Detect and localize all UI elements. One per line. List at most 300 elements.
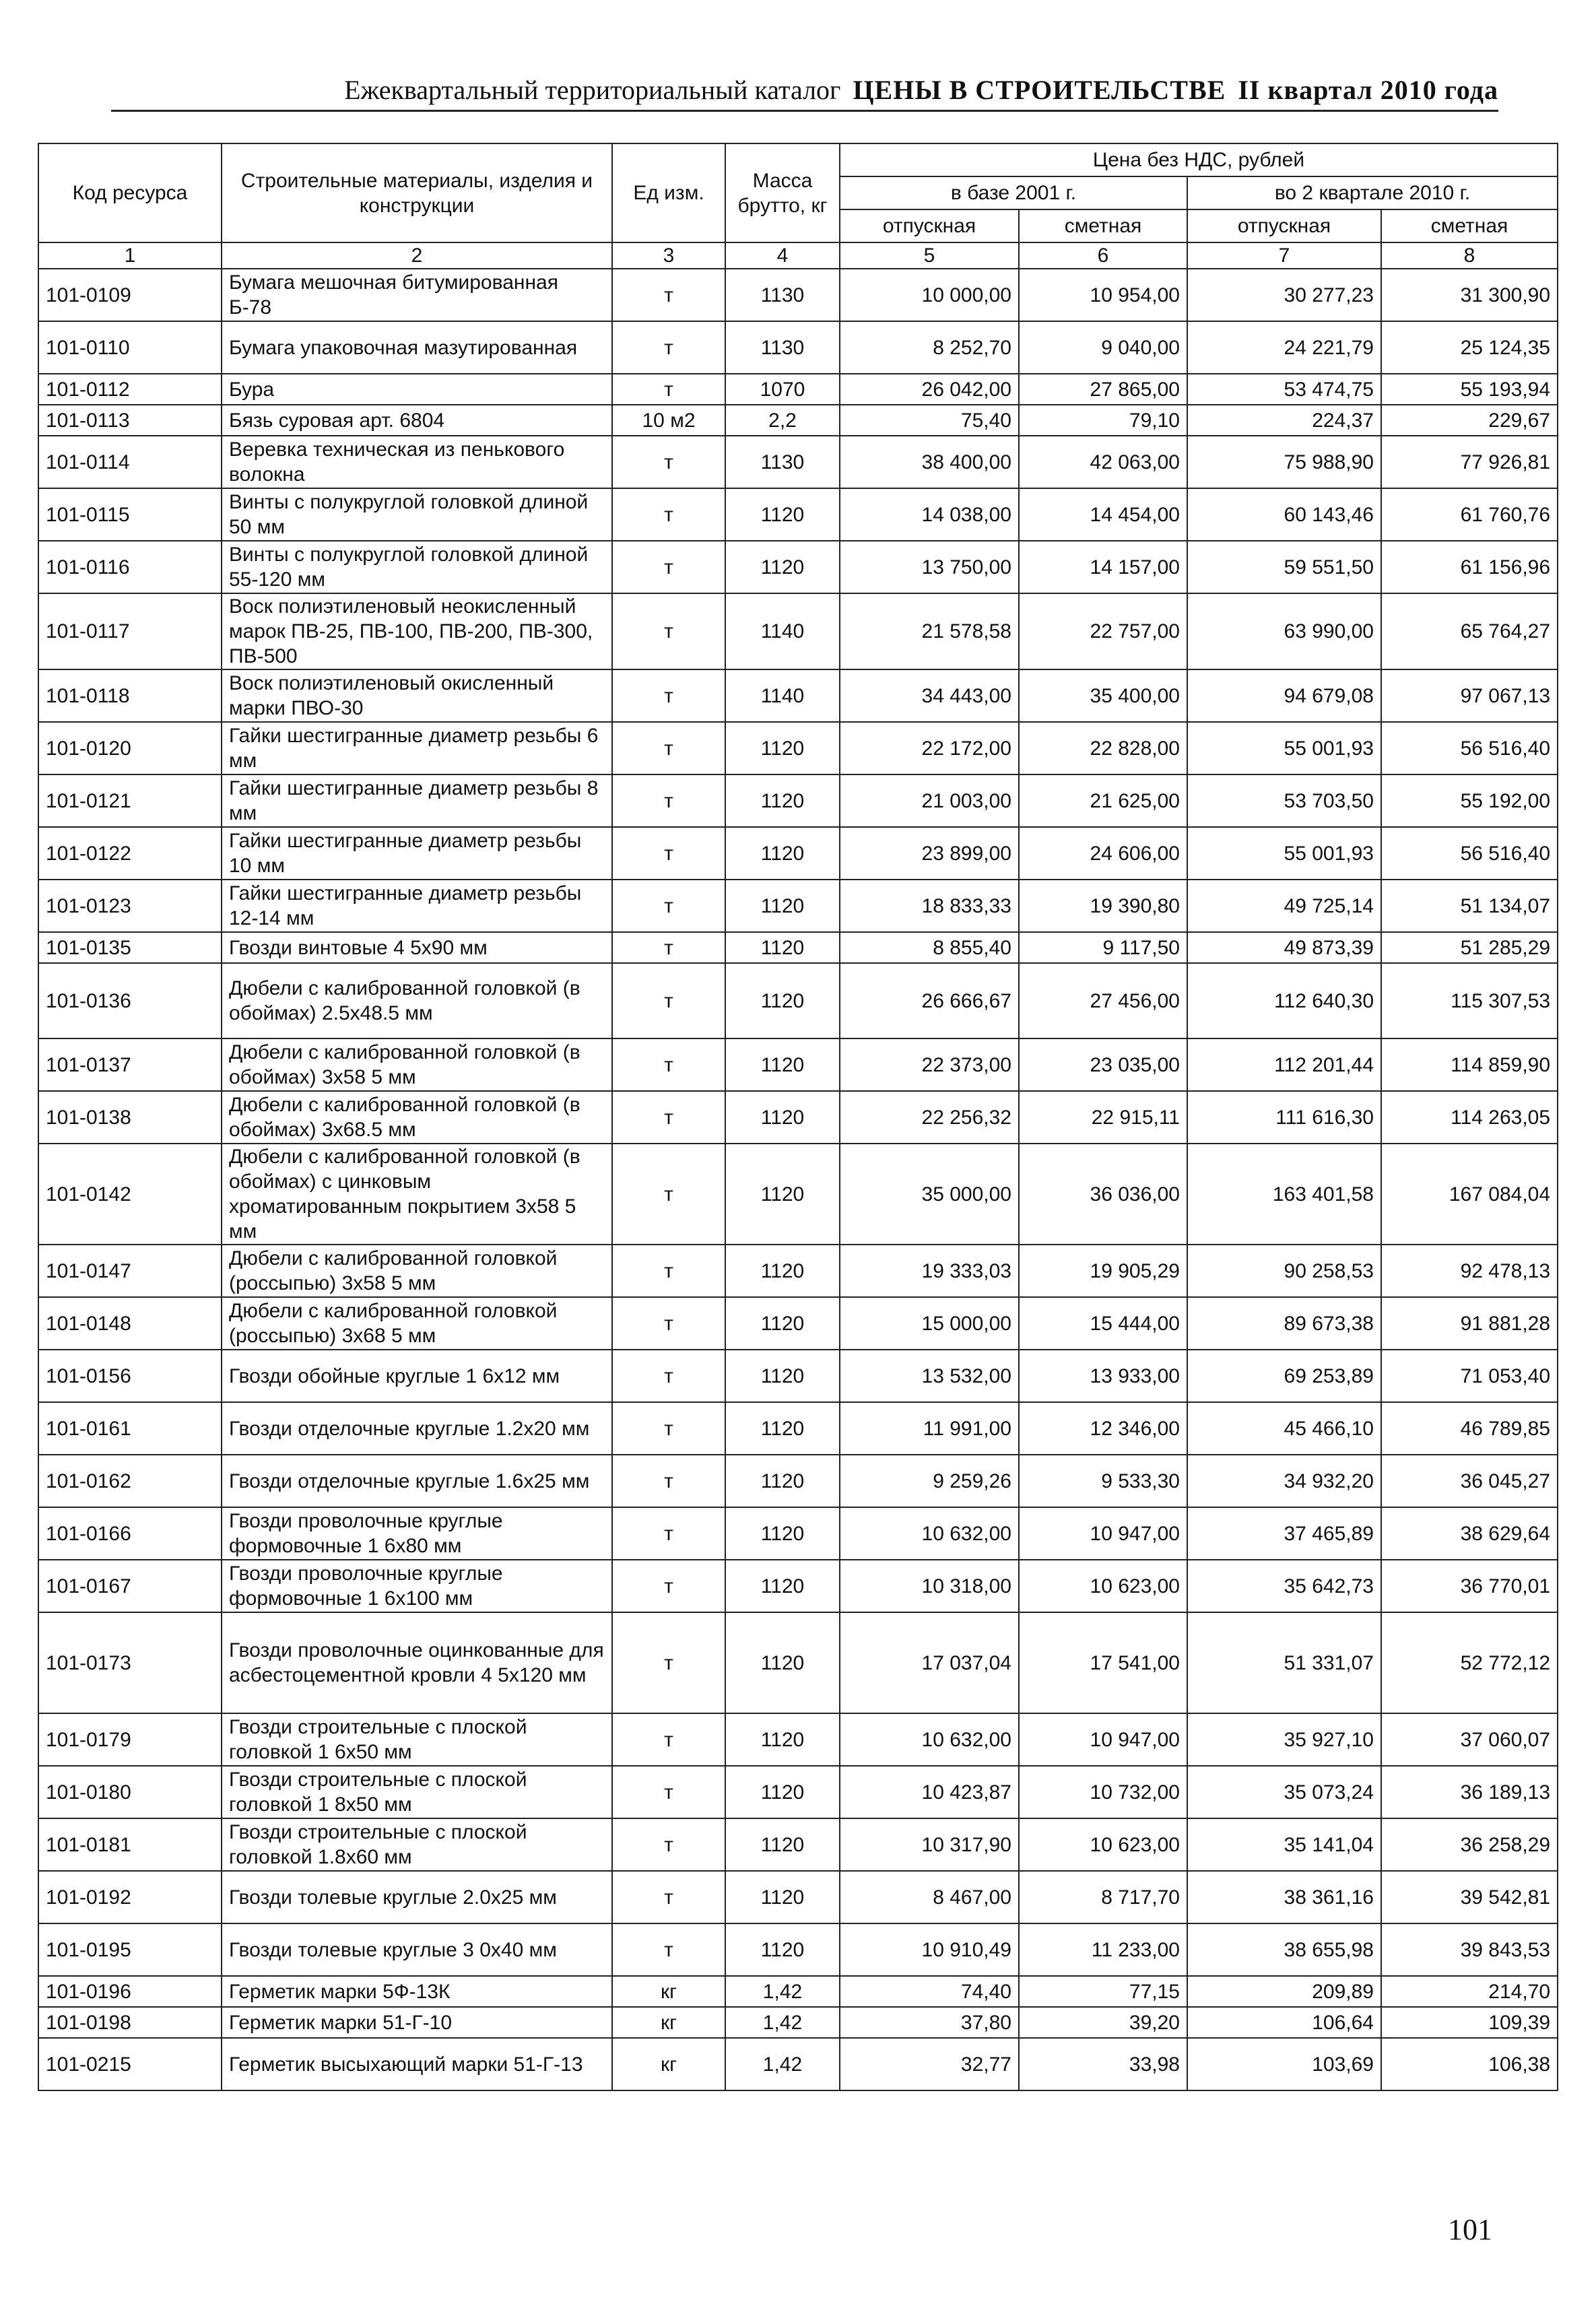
row-base-sale-price: 13 532,00 <box>840 1350 1019 1402</box>
row-unit: т <box>612 669 725 722</box>
row-mass: 1130 <box>725 269 840 321</box>
row-q2-sale-price: 53 703,50 <box>1187 774 1381 827</box>
row-name: Гвозди строительные с плоской головкой 1 6х50 мм <box>222 1713 612 1766</box>
column-number: 1 <box>38 242 222 269</box>
row-unit: т <box>612 269 725 321</box>
row-q2-estimate-price: 39 843,53 <box>1381 1923 1558 1976</box>
row-q2-sale-price: 90 258,53 <box>1187 1245 1381 1297</box>
row-base-estimate-price: 77,15 <box>1019 1976 1187 2007</box>
row-unit: т <box>612 1402 725 1455</box>
row-name: Гвозди отделочные круглые 1.2х20 мм <box>222 1402 612 1455</box>
row-code: 101-0121 <box>38 774 222 827</box>
row-mass: 1120 <box>725 1923 840 1976</box>
row-q2-estimate-price: 51 285,29 <box>1381 932 1558 963</box>
row-base-sale-price: 8 855,40 <box>840 932 1019 963</box>
row-q2-sale-price: 55 001,93 <box>1187 722 1381 774</box>
row-q2-estimate-price: 36 258,29 <box>1381 1818 1558 1871</box>
row-code: 101-0114 <box>38 436 222 488</box>
row-unit: т <box>612 541 725 593</box>
table-row <box>38 1038 1558 1091</box>
row-q2-sale-price: 103,69 <box>1187 2038 1381 2090</box>
row-q2-sale-price: 112 201,44 <box>1187 1038 1381 1091</box>
row-code: 101-0117 <box>38 593 222 669</box>
table-row <box>38 1455 1558 1507</box>
row-code: 101-0215 <box>38 2038 222 2090</box>
row-base-sale-price: 22 256,32 <box>840 1091 1019 1144</box>
col-base-sale-header: отпускная <box>840 209 1019 242</box>
row-base-estimate-price: 17 541,00 <box>1019 1612 1187 1713</box>
table-row <box>38 1612 1558 1713</box>
row-unit: т <box>612 1455 725 1507</box>
table-row <box>38 827 1558 880</box>
row-q2-estimate-price: 97 067,13 <box>1381 669 1558 722</box>
row-code: 101-0180 <box>38 1766 222 1818</box>
row-mass: 1120 <box>725 1402 840 1455</box>
row-q2-estimate-price: 52 772,12 <box>1381 1612 1558 1713</box>
row-base-estimate-price: 9 117,50 <box>1019 932 1187 963</box>
table-row <box>38 269 1558 321</box>
row-base-estimate-price: 27 456,00 <box>1019 963 1187 1038</box>
table-row <box>38 321 1558 374</box>
row-mass: 1120 <box>725 1144 840 1245</box>
row-mass: 1120 <box>725 774 840 827</box>
row-base-estimate-price: 10 623,00 <box>1019 1818 1187 1871</box>
row-name: Дюбели с калиброванной головкой (в обоймах) 2.5х48.5 мм <box>222 963 612 1038</box>
table-row <box>38 1144 1558 1245</box>
row-base-estimate-price: 13 933,00 <box>1019 1350 1187 1402</box>
row-base-sale-price: 21 578,58 <box>840 593 1019 669</box>
row-name: Дюбели с калиброванной головкой (в обоймах) 3х58 5 мм <box>222 1038 612 1091</box>
row-base-sale-price: 32,77 <box>840 2038 1019 2090</box>
row-q2-estimate-price: 56 516,40 <box>1381 827 1558 880</box>
table-row <box>38 2007 1558 2038</box>
row-name: Гвозди строительные с плоской головкой 1 8х50 мм <box>222 1766 612 1818</box>
row-q2-estimate-price: 36 189,13 <box>1381 1766 1558 1818</box>
row-unit: т <box>612 1350 725 1402</box>
row-unit: кг <box>612 2007 725 2038</box>
row-base-estimate-price: 24 606,00 <box>1019 827 1187 880</box>
row-name: Гвозди проволочные оцинкованные для асбестоцементной кровли 4 5х120 мм <box>222 1612 612 1713</box>
row-name: Бумага упаковочная мазутированная <box>222 321 612 374</box>
table-row <box>38 541 1558 593</box>
row-code: 101-0118 <box>38 669 222 722</box>
row-code: 101-0162 <box>38 1455 222 1507</box>
row-mass: 1120 <box>725 827 840 880</box>
row-code: 101-0147 <box>38 1245 222 1297</box>
row-q2-sale-price: 111 616,30 <box>1187 1091 1381 1144</box>
row-code: 101-0136 <box>38 963 222 1038</box>
row-unit: т <box>612 1038 725 1091</box>
row-q2-estimate-price: 39 542,81 <box>1381 1871 1558 1923</box>
table-row <box>38 1713 1558 1766</box>
row-mass: 1140 <box>725 593 840 669</box>
header-title: ЦЕНЫ В СТРОИТЕЛЬСТВЕ <box>853 75 1226 105</box>
row-q2-sale-price: 63 990,00 <box>1187 593 1381 669</box>
row-code: 101-0166 <box>38 1507 222 1560</box>
row-q2-sale-price: 34 932,20 <box>1187 1455 1381 1507</box>
row-code: 101-0123 <box>38 880 222 932</box>
row-unit: т <box>612 1923 725 1976</box>
row-q2-sale-price: 163 401,58 <box>1187 1144 1381 1245</box>
column-number: 8 <box>1381 242 1558 269</box>
row-code: 101-0135 <box>38 932 222 963</box>
row-unit: кг <box>612 1976 725 2007</box>
row-base-estimate-price: 23 035,00 <box>1019 1038 1187 1091</box>
row-name: Гвозди обойные круглые 1 6х12 мм <box>222 1350 612 1402</box>
row-name: Гайки шестигранные диаметр резьбы 10 мм <box>222 827 612 880</box>
row-code: 101-0110 <box>38 321 222 374</box>
row-base-estimate-price: 11 233,00 <box>1019 1923 1187 1976</box>
table-row <box>38 880 1558 932</box>
row-base-estimate-price: 10 954,00 <box>1019 269 1187 321</box>
row-unit: т <box>612 374 725 405</box>
row-q2-sale-price: 59 551,50 <box>1187 541 1381 593</box>
row-mass: 1120 <box>725 880 840 932</box>
page-header <box>111 74 1498 112</box>
row-q2-estimate-price: 51 134,07 <box>1381 880 1558 932</box>
row-base-estimate-price: 19 905,29 <box>1019 1245 1187 1297</box>
col-base-header: в базе 2001 г. <box>840 176 1187 209</box>
row-mass: 1120 <box>725 1245 840 1297</box>
row-unit: т <box>612 1713 725 1766</box>
row-name: Гвозди отделочные круглые 1.6х25 мм <box>222 1455 612 1507</box>
table-row <box>38 1871 1558 1923</box>
row-code: 101-0173 <box>38 1612 222 1713</box>
table-row <box>38 722 1558 774</box>
row-unit: т <box>612 1507 725 1560</box>
row-base-estimate-price: 10 623,00 <box>1019 1560 1187 1612</box>
row-name: Дюбели с калиброванной головкой (в обоймах) с цинковым хроматированным покрытием 3х58 5 мм <box>222 1144 612 1245</box>
row-unit: т <box>612 1818 725 1871</box>
row-mass: 1120 <box>725 722 840 774</box>
table-row <box>38 1507 1558 1560</box>
row-base-estimate-price: 39,20 <box>1019 2007 1187 2038</box>
row-base-sale-price: 37,80 <box>840 2007 1019 2038</box>
row-unit: т <box>612 436 725 488</box>
row-name: Бура <box>222 374 612 405</box>
row-mass: 1120 <box>725 1038 840 1091</box>
row-base-estimate-price: 10 947,00 <box>1019 1507 1187 1560</box>
row-unit: т <box>612 880 725 932</box>
row-name: Герметик марки 51-Г-10 <box>222 2007 612 2038</box>
header-row-1 <box>38 143 1558 176</box>
row-base-sale-price: 35 000,00 <box>840 1144 1019 1245</box>
row-base-sale-price: 17 037,04 <box>840 1612 1019 1713</box>
col-base-estimate-header: сметная <box>1019 209 1187 242</box>
row-mass: 1120 <box>725 1612 840 1713</box>
row-mass: 1,42 <box>725 1976 840 2007</box>
row-unit: т <box>612 827 725 880</box>
row-base-sale-price: 26 042,00 <box>840 374 1019 405</box>
row-mass: 1120 <box>725 1507 840 1560</box>
row-base-estimate-price: 12 346,00 <box>1019 1402 1187 1455</box>
table-row <box>38 932 1558 963</box>
row-q2-sale-price: 45 466,10 <box>1187 1402 1381 1455</box>
row-name: Гвозди проволочные круглые формовочные 1 6х80 мм <box>222 1507 612 1560</box>
row-base-estimate-price: 22 828,00 <box>1019 722 1187 774</box>
row-unit: т <box>612 1871 725 1923</box>
column-number: 5 <box>840 242 1019 269</box>
row-name: Герметик марки 5Ф-13К <box>222 1976 612 2007</box>
table-body <box>38 269 1558 2090</box>
row-base-sale-price: 23 899,00 <box>840 827 1019 880</box>
row-code: 101-0112 <box>38 374 222 405</box>
row-q2-sale-price: 24 221,79 <box>1187 321 1381 374</box>
row-q2-estimate-price: 55 192,00 <box>1381 774 1558 827</box>
row-code: 101-0156 <box>38 1350 222 1402</box>
header-prefix: Ежеквартальный территориальный каталог <box>344 75 841 105</box>
row-q2-sale-price: 51 331,07 <box>1187 1612 1381 1713</box>
col-name-header: Строительные материалы, изделия и конструкции <box>222 143 612 242</box>
col-mass-header: Масса брутто, кг <box>725 143 840 242</box>
row-base-sale-price: 10 632,00 <box>840 1507 1019 1560</box>
row-q2-sale-price: 38 361,16 <box>1187 1871 1381 1923</box>
table-row <box>38 593 1558 669</box>
row-base-estimate-price: 22 757,00 <box>1019 593 1187 669</box>
column-number: 7 <box>1187 242 1381 269</box>
row-q2-estimate-price: 46 789,85 <box>1381 1402 1558 1455</box>
row-name: Гвозди толевые круглые 2.0х25 мм <box>222 1871 612 1923</box>
table-row <box>38 436 1558 488</box>
row-q2-sale-price: 53 474,75 <box>1187 374 1381 405</box>
row-q2-estimate-price: 115 307,53 <box>1381 963 1558 1038</box>
row-q2-sale-price: 35 642,73 <box>1187 1560 1381 1612</box>
row-q2-sale-price: 224,37 <box>1187 405 1381 436</box>
row-base-estimate-price: 42 063,00 <box>1019 436 1187 488</box>
row-name: Герметик высыхающий марки 51-Г-13 <box>222 2038 612 2090</box>
row-code: 101-0113 <box>38 405 222 436</box>
row-unit: т <box>612 593 725 669</box>
table-row <box>38 1560 1558 1612</box>
row-base-estimate-price: 79,10 <box>1019 405 1187 436</box>
row-base-estimate-price: 27 865,00 <box>1019 374 1187 405</box>
row-name: Дюбели с калиброванной головкой (в обоймах) 3х68.5 мм <box>222 1091 612 1144</box>
row-base-estimate-price: 15 444,00 <box>1019 1297 1187 1350</box>
row-unit: т <box>612 963 725 1038</box>
table-row <box>38 1245 1558 1297</box>
row-code: 101-0198 <box>38 2007 222 2038</box>
row-mass: 1130 <box>725 321 840 374</box>
row-mass: 1120 <box>725 932 840 963</box>
row-mass: 1130 <box>725 436 840 488</box>
row-base-sale-price: 38 400,00 <box>840 436 1019 488</box>
row-base-sale-price: 34 443,00 <box>840 669 1019 722</box>
row-base-estimate-price: 14 454,00 <box>1019 488 1187 541</box>
row-unit: т <box>612 932 725 963</box>
row-base-estimate-price: 10 947,00 <box>1019 1713 1187 1766</box>
col-unit-header: Ед изм. <box>612 143 725 242</box>
row-unit: т <box>612 722 725 774</box>
row-q2-estimate-price: 38 629,64 <box>1381 1507 1558 1560</box>
row-mass: 1120 <box>725 1297 840 1350</box>
row-name: Воск полиэтиленовый неокисленный марок ПВ-25, ПВ-100, ПВ-200, ПВ-300, ПВ-500 <box>222 593 612 669</box>
row-mass: 1,42 <box>725 2007 840 2038</box>
col-q2-estimate-header: сметная <box>1381 209 1558 242</box>
row-mass: 1120 <box>725 963 840 1038</box>
row-code: 101-0120 <box>38 722 222 774</box>
row-q2-estimate-price: 36 045,27 <box>1381 1455 1558 1507</box>
row-q2-estimate-price: 91 881,28 <box>1381 1297 1558 1350</box>
column-number: 3 <box>612 242 725 269</box>
table-row <box>38 374 1558 405</box>
row-code: 101-0179 <box>38 1713 222 1766</box>
row-q2-sale-price: 35 141,04 <box>1187 1818 1381 1871</box>
row-mass: 1120 <box>725 1818 840 1871</box>
row-base-sale-price: 10 632,00 <box>840 1713 1019 1766</box>
column-number: 4 <box>725 242 840 269</box>
row-mass: 1120 <box>725 1871 840 1923</box>
row-base-estimate-price: 9 533,30 <box>1019 1455 1187 1507</box>
row-q2-estimate-price: 65 764,27 <box>1381 593 1558 669</box>
column-number: 2 <box>222 242 612 269</box>
table-row <box>38 1091 1558 1144</box>
row-q2-estimate-price: 37 060,07 <box>1381 1713 1558 1766</box>
price-table <box>38 143 1558 2091</box>
row-base-sale-price: 10 423,87 <box>840 1766 1019 1818</box>
row-unit: т <box>612 1612 725 1713</box>
row-base-sale-price: 15 000,00 <box>840 1297 1019 1350</box>
row-q2-estimate-price: 114 859,90 <box>1381 1038 1558 1091</box>
row-name: Воск полиэтиленовый окисленный марки ПВО-30 <box>222 669 612 722</box>
row-base-sale-price: 75,40 <box>840 405 1019 436</box>
col-code-header: Код ресурса <box>38 143 222 242</box>
row-q2-sale-price: 35 073,24 <box>1187 1766 1381 1818</box>
row-name: Гвозди строительные с плоской головкой 1.8х60 мм <box>222 1818 612 1871</box>
table-row <box>38 1402 1558 1455</box>
row-base-sale-price: 9 259,26 <box>840 1455 1019 1507</box>
row-code: 101-0137 <box>38 1038 222 1091</box>
table-row <box>38 405 1558 436</box>
row-q2-sale-price: 94 679,08 <box>1187 669 1381 722</box>
col-q2-header: во 2 квартале 2010 г. <box>1187 176 1558 209</box>
row-q2-estimate-price: 36 770,01 <box>1381 1560 1558 1612</box>
table-row <box>38 2038 1558 2090</box>
row-name: Винты с полукруглой головкой длиной 55-120 мм <box>222 541 612 593</box>
row-unit: т <box>612 1245 725 1297</box>
table-row <box>38 1923 1558 1976</box>
row-q2-sale-price: 60 143,46 <box>1187 488 1381 541</box>
row-name: Гайки шестигранные диаметр резьбы 12-14 мм <box>222 880 612 932</box>
row-q2-sale-price: 75 988,90 <box>1187 436 1381 488</box>
row-code: 101-0196 <box>38 1976 222 2007</box>
row-q2-estimate-price: 109,39 <box>1381 2007 1558 2038</box>
row-base-sale-price: 19 333,03 <box>840 1245 1019 1297</box>
row-unit: т <box>612 774 725 827</box>
row-base-estimate-price: 9 040,00 <box>1019 321 1187 374</box>
row-base-estimate-price: 21 625,00 <box>1019 774 1187 827</box>
row-base-sale-price: 22 373,00 <box>840 1038 1019 1091</box>
col-q2-sale-header: отпускная <box>1187 209 1381 242</box>
row-base-sale-price: 8 252,70 <box>840 321 1019 374</box>
row-q2-estimate-price: 31 300,90 <box>1381 269 1558 321</box>
row-code: 101-0109 <box>38 269 222 321</box>
row-base-estimate-price: 19 390,80 <box>1019 880 1187 932</box>
row-base-estimate-price: 14 157,00 <box>1019 541 1187 593</box>
row-q2-sale-price: 112 640,30 <box>1187 963 1381 1038</box>
row-unit: т <box>612 321 725 374</box>
row-q2-sale-price: 209,89 <box>1187 1976 1381 2007</box>
table-row <box>38 963 1558 1038</box>
table-row <box>38 488 1558 541</box>
row-q2-estimate-price: 229,67 <box>1381 405 1558 436</box>
table-row <box>38 1350 1558 1402</box>
row-base-estimate-price: 35 400,00 <box>1019 669 1187 722</box>
row-mass: 2,2 <box>725 405 840 436</box>
row-unit: т <box>612 1297 725 1350</box>
row-q2-estimate-price: 114 263,05 <box>1381 1091 1558 1144</box>
table-row <box>38 1976 1558 2007</box>
row-name: Гайки шестигранные диаметр резьбы 8 мм <box>222 774 612 827</box>
row-q2-sale-price: 89 673,38 <box>1187 1297 1381 1350</box>
row-base-estimate-price: 36 036,00 <box>1019 1144 1187 1245</box>
column-number: 6 <box>1019 242 1187 269</box>
row-code: 101-0148 <box>38 1297 222 1350</box>
row-mass: 1120 <box>725 1766 840 1818</box>
row-unit: 10 м2 <box>612 405 725 436</box>
row-unit: кг <box>612 2038 725 2090</box>
row-base-sale-price: 22 172,00 <box>840 722 1019 774</box>
row-q2-estimate-price: 77 926,81 <box>1381 436 1558 488</box>
table-row <box>38 1297 1558 1350</box>
row-base-sale-price: 13 750,00 <box>840 541 1019 593</box>
row-q2-sale-price: 30 277,23 <box>1187 269 1381 321</box>
row-code: 101-0115 <box>38 488 222 541</box>
table-row <box>38 1818 1558 1871</box>
row-mass: 1070 <box>725 374 840 405</box>
row-mass: 1120 <box>725 1713 840 1766</box>
row-mass: 1140 <box>725 669 840 722</box>
row-q2-sale-price: 49 725,14 <box>1187 880 1381 932</box>
column-number-row <box>38 242 1558 269</box>
row-q2-estimate-price: 61 760,76 <box>1381 488 1558 541</box>
row-q2-sale-price: 38 655,98 <box>1187 1923 1381 1976</box>
header-period: II квартал 2010 года <box>1238 75 1498 105</box>
row-code: 101-0161 <box>38 1402 222 1455</box>
row-base-sale-price: 10 000,00 <box>840 269 1019 321</box>
row-q2-estimate-price: 167 084,04 <box>1381 1144 1558 1245</box>
row-q2-sale-price: 49 873,39 <box>1187 932 1381 963</box>
row-base-sale-price: 14 038,00 <box>840 488 1019 541</box>
row-name: Гвозди винтовые 4 5х90 мм <box>222 932 612 963</box>
row-mass: 1120 <box>725 488 840 541</box>
row-code: 101-0138 <box>38 1091 222 1144</box>
row-base-estimate-price: 10 732,00 <box>1019 1766 1187 1818</box>
row-base-sale-price: 8 467,00 <box>840 1871 1019 1923</box>
row-code: 101-0192 <box>38 1871 222 1923</box>
row-base-estimate-price: 33,98 <box>1019 2038 1187 2090</box>
row-q2-estimate-price: 61 156,96 <box>1381 541 1558 593</box>
row-base-sale-price: 74,40 <box>840 1976 1019 2007</box>
row-unit: т <box>612 1560 725 1612</box>
row-base-sale-price: 26 666,67 <box>840 963 1019 1038</box>
row-name: Дюбели с калиброванной головкой (россыпью) 3х68 5 мм <box>222 1297 612 1350</box>
row-q2-estimate-price: 25 124,35 <box>1381 321 1558 374</box>
row-q2-sale-price: 37 465,89 <box>1187 1507 1381 1560</box>
table-row <box>38 774 1558 827</box>
table-row <box>38 669 1558 722</box>
row-q2-estimate-price: 106,38 <box>1381 2038 1558 2090</box>
row-name: Дюбели с калиброванной головкой (россыпью) 3х58 5 мм <box>222 1245 612 1297</box>
row-code: 101-0195 <box>38 1923 222 1976</box>
row-code: 101-0181 <box>38 1818 222 1871</box>
row-base-estimate-price: 8 717,70 <box>1019 1871 1187 1923</box>
row-base-sale-price: 18 833,33 <box>840 880 1019 932</box>
row-q2-estimate-price: 56 516,40 <box>1381 722 1558 774</box>
row-q2-estimate-price: 214,70 <box>1381 1976 1558 2007</box>
row-q2-sale-price: 35 927,10 <box>1187 1713 1381 1766</box>
page-number: 101 <box>1448 2213 1492 2246</box>
row-base-sale-price: 10 318,00 <box>840 1560 1019 1612</box>
